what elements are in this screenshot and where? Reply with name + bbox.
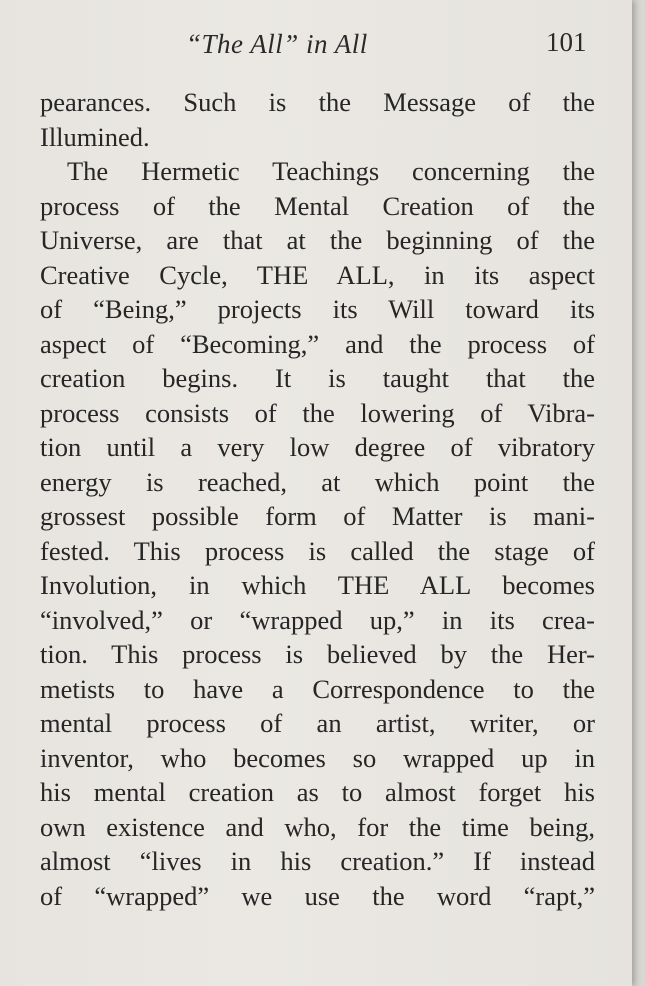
text-line: Involution, in which THE ALL becomes bbox=[40, 570, 595, 600]
text-line: grossest possible form of Matter is mani- bbox=[40, 501, 595, 531]
text-line: of “wrapped” we use the word “rapt,” bbox=[40, 880, 595, 911]
text-line: Creative Cycle, THE ALL, in its aspect bbox=[40, 259, 595, 290]
text-line: of “Being,” projects its Will toward its bbox=[40, 294, 595, 324]
text-line: tion. This process is believed by the Her- bbox=[40, 639, 595, 669]
text-line: almost “lives in his creation.” If instead bbox=[40, 846, 595, 876]
text-line: inventor, who becomes so wrapped up in bbox=[40, 742, 595, 773]
page-header bbox=[0, 25, 632, 65]
text-line: creation begins. It is taught that the bbox=[40, 363, 595, 393]
text-line: Universe, are that at the beginning of the bbox=[40, 225, 595, 255]
text-line: process of the Mental Creation of the bbox=[40, 190, 595, 221]
text-line: his mental creation as to almost forget his bbox=[40, 777, 595, 807]
text-line: The Hermetic Teachings concerning the bbox=[67, 156, 595, 186]
text-line: own existence and who, for the time being, bbox=[40, 811, 595, 842]
text-line: process consists of the lowering of Vibra- bbox=[40, 397, 595, 428]
text-line: pearances. Such is the Message of the bbox=[40, 87, 595, 117]
text-line: energy is reached, at which point the bbox=[40, 466, 595, 497]
text-line: mental process of an artist, writer, or bbox=[40, 708, 595, 738]
text-line: tion until a very low degree of vibratory bbox=[40, 432, 595, 462]
page-number: 101 bbox=[546, 27, 587, 57]
body-text bbox=[40, 85, 595, 913]
text-line: “involved,” or “wrapped up,” in its crea- bbox=[40, 604, 595, 635]
text-line: metists to have a Correspondence to the bbox=[40, 673, 595, 704]
text-line: Illumined. bbox=[40, 121, 150, 152]
text-line: fested. This process is called the stage of bbox=[40, 535, 595, 566]
running-title: “The All” in All bbox=[186, 29, 368, 59]
text-line: aspect of “Becoming,” and the process of bbox=[40, 328, 595, 359]
